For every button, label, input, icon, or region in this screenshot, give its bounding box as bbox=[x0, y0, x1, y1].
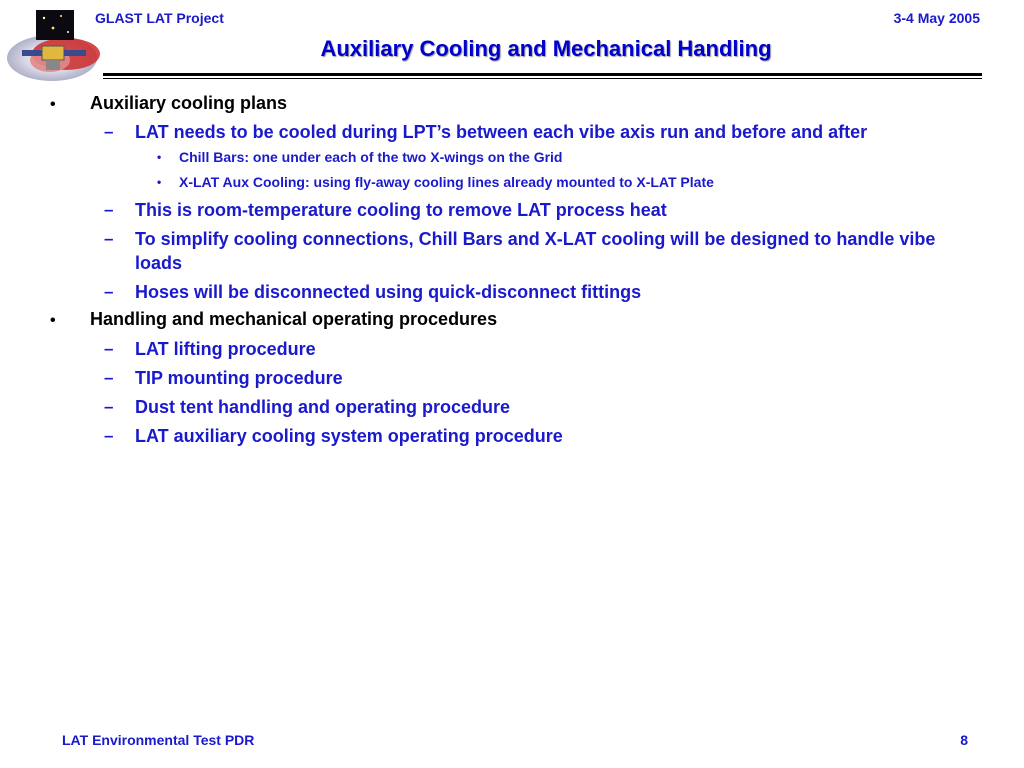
bullet-marker: • bbox=[50, 96, 56, 113]
bullet-marker: • bbox=[157, 150, 162, 164]
dash-marker: – bbox=[104, 339, 114, 358]
sub-list-item: X-LAT Aux Cooling: using fly-away cooling lines already mounted to X-LAT Plate bbox=[179, 174, 714, 190]
page-number: 8 bbox=[960, 732, 968, 748]
dash-marker: – bbox=[104, 229, 114, 248]
list-item: To simplify cooling connections, Chill Bars and X-LAT cooling will be designed to handle vibe loads bbox=[135, 229, 936, 273]
title-divider-thick bbox=[103, 73, 982, 76]
dash-marker: – bbox=[104, 397, 114, 416]
slide-title: Auxiliary Cooling and Mechanical Handling bbox=[320, 36, 772, 61]
footer-title: LAT Environmental Test PDR bbox=[62, 732, 255, 748]
title-divider-thin bbox=[103, 78, 982, 79]
project-name: GLAST LAT Project bbox=[95, 10, 224, 26]
sub-list-item: Chill Bars: one under each of the two X-wings on the Grid bbox=[179, 149, 563, 165]
list-item: Hoses will be disconnected using quick-disconnect fittings bbox=[135, 282, 642, 302]
dash-marker: – bbox=[104, 282, 114, 301]
section-heading-handling: Handling and mechanical operating procedures bbox=[90, 309, 498, 329]
list-item: LAT lifting procedure bbox=[135, 339, 316, 359]
list-item: TIP mounting procedure bbox=[135, 368, 343, 388]
dash-marker: – bbox=[104, 368, 114, 387]
section-heading-cooling: Auxiliary cooling plans bbox=[90, 93, 288, 113]
list-item: Dust tent handling and operating procedure bbox=[135, 397, 511, 417]
list-item: This is room-temperature cooling to remove LAT process heat bbox=[135, 200, 667, 220]
bullet-marker: • bbox=[50, 312, 56, 329]
dash-marker: – bbox=[104, 122, 114, 141]
list-item: LAT needs to be cooled during LPT’s between each vibe axis run and before and after bbox=[135, 122, 868, 142]
list-item: LAT auxiliary cooling system operating procedure bbox=[135, 426, 563, 446]
bullet-marker: • bbox=[157, 175, 162, 189]
header-date: 3-4 May 2005 bbox=[893, 10, 980, 26]
dash-marker: – bbox=[104, 200, 114, 219]
dash-marker: – bbox=[104, 426, 114, 445]
